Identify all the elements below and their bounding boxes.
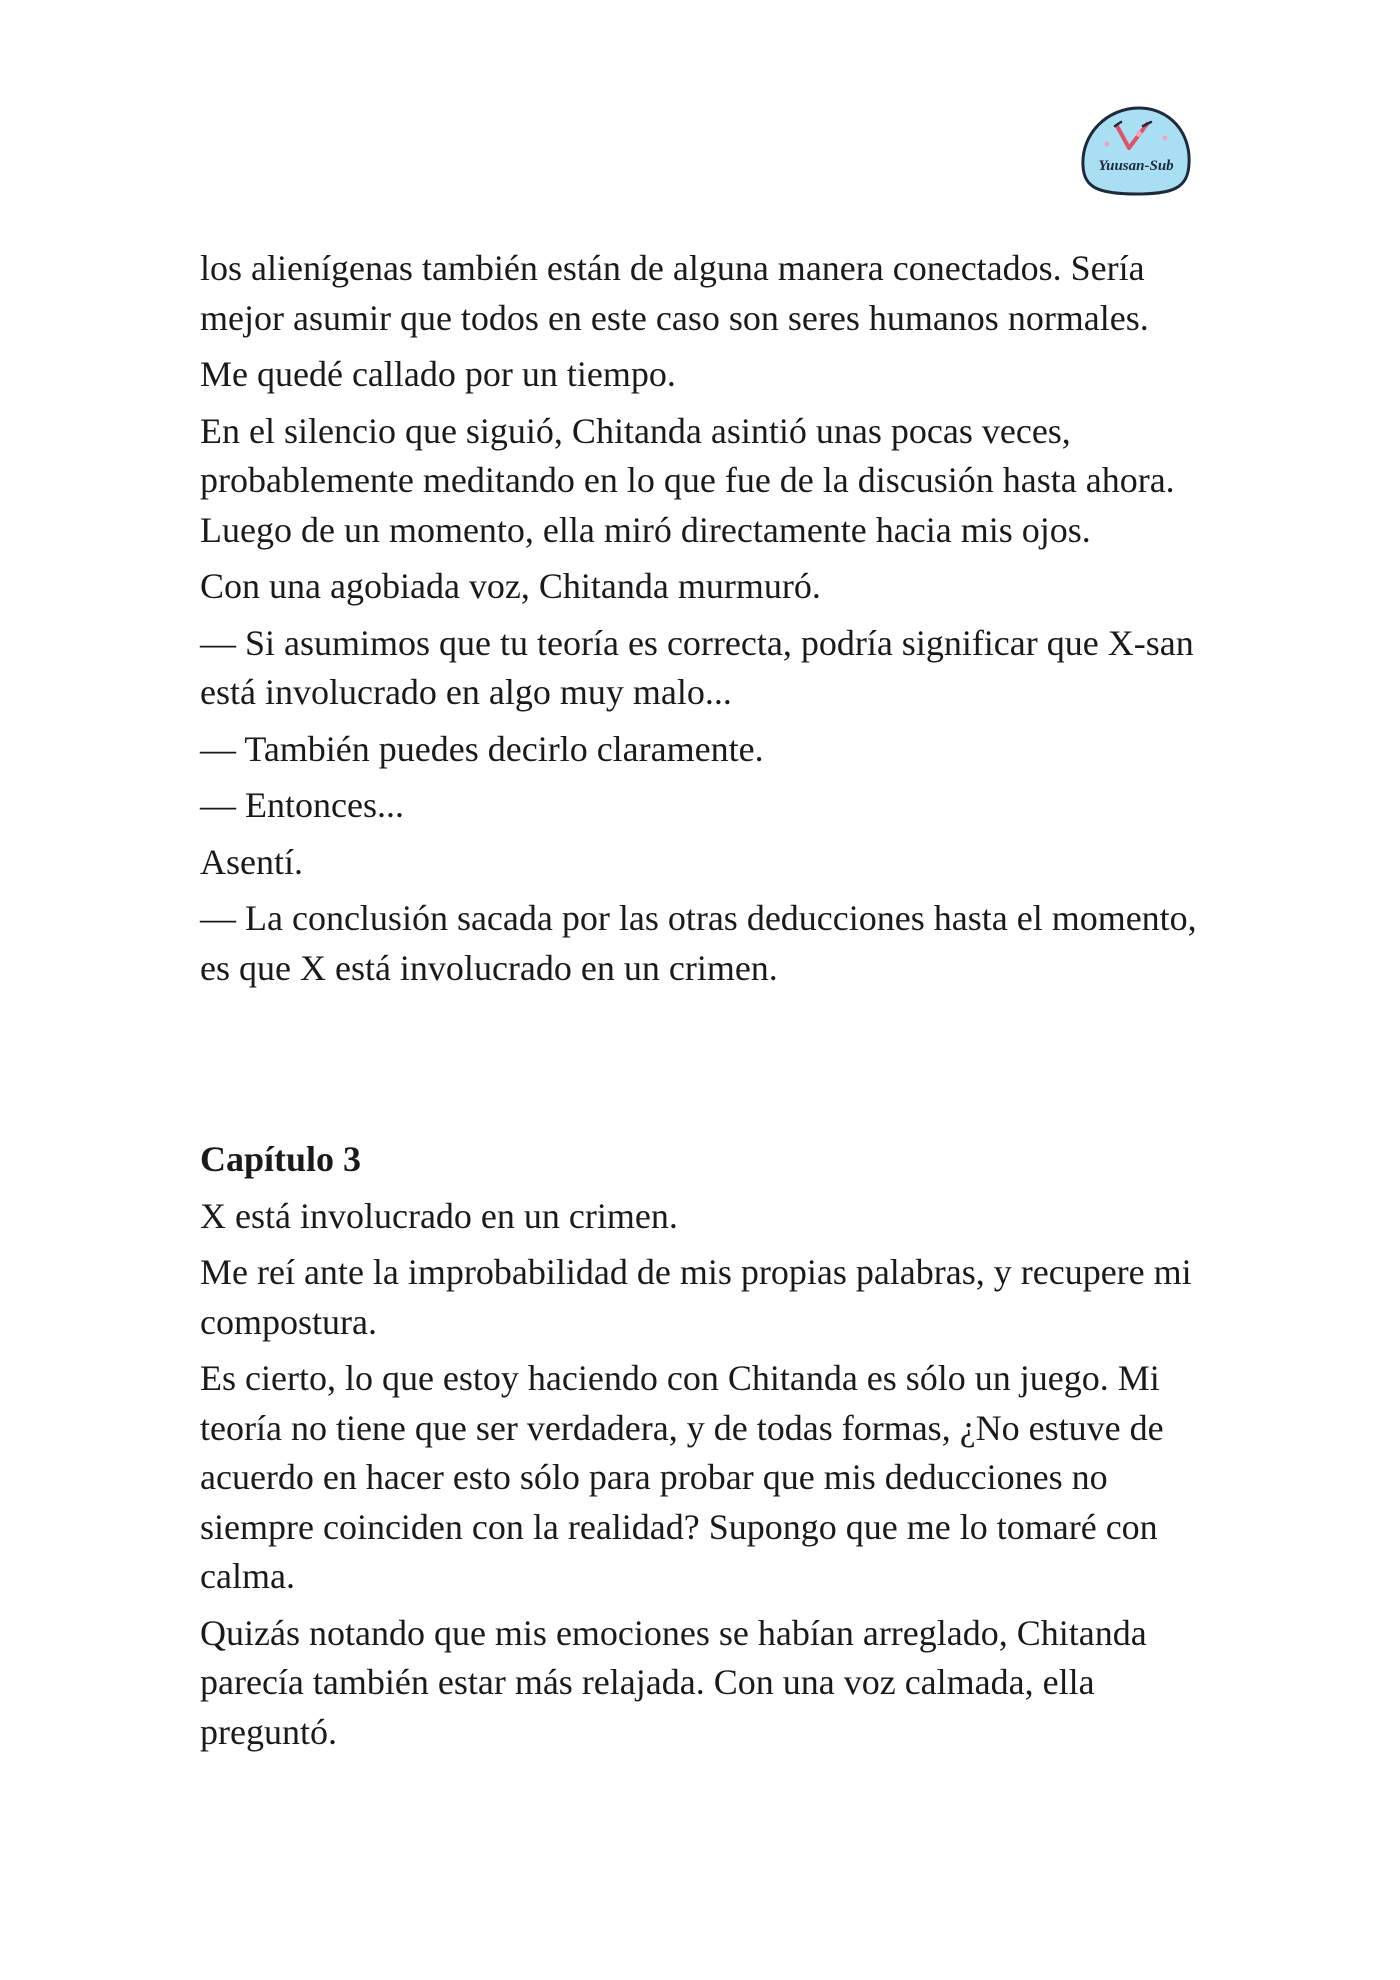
page-body	[200, 244, 1200, 1764]
yuusan-sub-logo	[1077, 104, 1195, 198]
dialogue-line: — Si asumimos que tu teoría es correcta, podría significar que X-san está involucrado en algo muy malo...	[200, 622, 1194, 712]
logo-text: Yuusan-Sub	[1098, 158, 1174, 174]
paragraph: Asentí.	[200, 841, 303, 882]
logo-badge-icon	[1077, 104, 1195, 198]
chapter-title: Capítulo 3	[200, 1139, 362, 1179]
paragraph: Es cierto, lo que estoy haciendo con Chitanda es sólo un juego. Mi teoría no tiene que ser verdadera, y de todas formas, ¿No estuve de acuerdo en hacer esto sólo para probar que mis deducciones no siempre coinciden con la realidad? Supongo que me lo tomaré con calma.	[200, 1358, 1164, 1596]
paragraph: X está involucrado en un crimen.	[200, 1195, 678, 1236]
paragraph: Me reí ante la improbabilidad de mis propias palabras, y recupere mi compostura.	[200, 1252, 1192, 1342]
paragraph: Quizás notando que mis emociones se habían arreglado, Chitanda parecía también estar más relajada. Con una voz calmada, ella preguntó.	[200, 1612, 1147, 1752]
paragraph: Con una agobiada voz, Chitanda murmuró.	[200, 566, 821, 606]
paragraph: Me quedé callado por un tiempo.	[200, 354, 676, 394]
dialogue-line: — Entonces...	[200, 785, 404, 825]
dialogue-line: — La conclusión sacada por las otras deducciones hasta el momento, es que X está involucrado en un crimen.	[200, 898, 1197, 988]
dialogue-line: — También puedes decirlo claramente.	[200, 728, 764, 769]
paragraph: los alienígenas también están de alguna manera conectados. Sería mejor asumir que todos en este caso son seres humanos normales.	[200, 248, 1149, 338]
paragraph: En el silencio que siguió, Chitanda asintió unas pocas veces, probablemente meditando en lo que fue de la discusión hasta ahora. Luego de un momento, ella miró directamente hacia mis ojos.	[200, 410, 1175, 550]
